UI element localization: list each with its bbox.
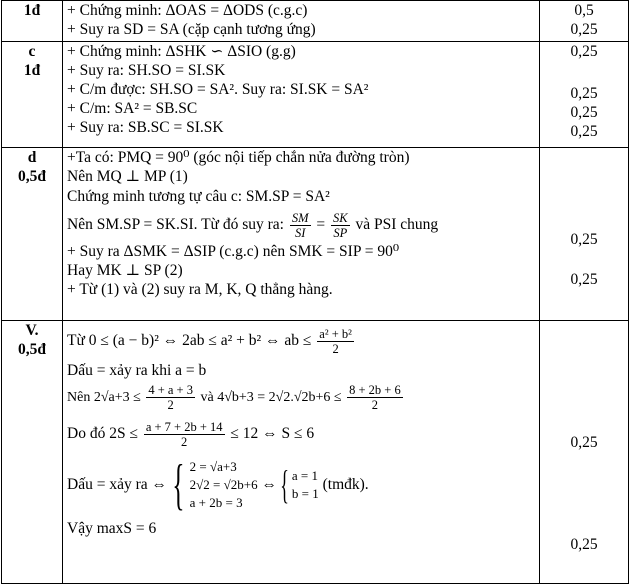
left-brace: {	[172, 454, 185, 517]
content-line: Nên MQ ⊥ MP (1)	[67, 168, 188, 185]
label-text: V.	[25, 322, 39, 339]
text: Từ 0 ≤ (a − b)² ⇔ 2ab ≤ a² + b² ⇔ ab ≤	[67, 332, 312, 349]
content-line: + Chứng minh: ΔOAS = ΔODS (c.g.c)	[67, 2, 308, 19]
content-cell	[63, 42, 540, 148]
content-line: Vậy maxS = 6	[67, 520, 157, 537]
score-cell	[540, 321, 629, 584]
numerator: SK	[333, 210, 348, 225]
equation: 2√2 = √2b+6	[189, 477, 258, 493]
content-line: + Suy ra: SB.SC = SI.SK	[67, 119, 224, 136]
content-line	[67, 380, 535, 416]
content-line: + Từ (1) và (2) suy ra M, K, Q thẳng hàng.	[67, 281, 333, 298]
denominator: SP	[333, 225, 348, 240]
score-cell	[540, 42, 629, 148]
math: 4√b+3 = 2√2.√2b+6 ≤	[217, 390, 342, 405]
score-cell	[540, 148, 629, 321]
text: và PSI chung	[355, 216, 439, 233]
content-line	[67, 416, 535, 452]
answer-table	[1, 0, 629, 584]
equation: b = 1	[291, 486, 319, 502]
numerator: SM	[291, 210, 309, 225]
text: Do đó 2S ≤	[67, 425, 138, 442]
denominator: SI	[294, 225, 306, 240]
numerator: a + 7 + 2b + 14	[145, 419, 223, 434]
denominator: 2	[181, 434, 188, 449]
equation-system	[190, 458, 258, 512]
score: 0,25	[570, 43, 598, 60]
numerator: 8 + 2b + 6	[349, 383, 401, 398]
score: 0,25	[570, 123, 598, 140]
table-row	[2, 148, 629, 321]
fraction	[331, 211, 350, 240]
fraction	[290, 211, 311, 240]
text: Nên	[67, 390, 91, 405]
table-row	[2, 42, 629, 148]
label-text: 0,5đ	[18, 341, 46, 358]
row-label	[2, 42, 63, 148]
table-row	[2, 1, 629, 42]
label-text: c	[28, 43, 36, 60]
score: 0,25	[570, 271, 598, 288]
equation: a = 1	[291, 468, 319, 484]
numerator: a² + b²	[319, 326, 352, 341]
row-label	[2, 1, 63, 42]
denominator: 2	[332, 341, 339, 356]
score: 0,25	[570, 85, 598, 102]
score-cell	[540, 1, 629, 42]
fraction	[144, 420, 225, 449]
text: Dấu = xảy ra ⇔	[67, 476, 167, 493]
score: 0,25	[570, 104, 598, 121]
text: + C/m được: SH.SO = SA²	[67, 81, 235, 98]
content-line: + Suy ra SD = SA (cặp cạnh tương ứng)	[67, 21, 316, 38]
row-label	[2, 148, 63, 321]
label-text: 1đ	[23, 62, 41, 79]
label-text: 1đ	[23, 2, 41, 19]
math: ≤	[133, 390, 141, 405]
score: 0,25	[570, 21, 598, 38]
content-line: + Suy ra ΔSMK = ΔSIP (c.g.c) nên SMK = SIP = 90⁰	[67, 243, 400, 260]
math: ⇔	[261, 476, 277, 493]
content-line: Hay MK ⊥ SP (2)	[67, 262, 183, 279]
denominator: 2	[167, 398, 174, 413]
math: ≤ 12 ⇔ S ≤ 6	[230, 425, 315, 442]
content-line: Nên SM.SP = SK.SI. Từ đó suy ra: $\frac{SM}{SI}$ = $\frac{SK}{SP}$ và PSI chung	[67, 210, 439, 240]
content-line: +Ta có: PMQ = 90⁰ (góc nội tiếp chắn nửa đường tròn)	[67, 149, 410, 166]
equation-system	[292, 467, 319, 503]
left-brace: {	[280, 462, 289, 508]
content-line: + Chứng minh: ΔSHK ∽ ΔSIO (g.g)	[67, 43, 296, 60]
content-line	[67, 452, 535, 518]
fraction	[317, 327, 354, 356]
score: 0,25	[570, 231, 598, 248]
content-cell	[63, 148, 540, 321]
score: 0,5	[574, 2, 594, 19]
content-line: + C/m được: SH.SO = SA². Suy ra: SI.SK = SA²	[67, 81, 369, 98]
denominator: 2	[371, 398, 379, 413]
row-label	[2, 321, 63, 584]
score: 0,25	[570, 536, 598, 553]
table-row	[2, 321, 629, 584]
content-line: Dấu = xảy ra khi a = b	[67, 362, 207, 379]
content-line	[67, 321, 535, 361]
text: Nên SM.SP = SK.SI. Từ đó suy ra:	[67, 216, 284, 233]
equation: 2 = √a+3	[189, 459, 237, 475]
numerator: 4 + a + 3	[148, 383, 193, 398]
label-text: d	[27, 149, 37, 166]
fraction	[146, 383, 195, 412]
content-cell	[63, 321, 540, 584]
text: Suy ra: SI.SK = SA²	[241, 81, 369, 98]
content-line: + C/m: SA² = SB.SC	[67, 100, 198, 117]
equation: a + 2b = 3	[189, 495, 243, 511]
content-line: + Suy ra: SH.SO = SI.SK	[67, 62, 226, 79]
text: và	[200, 390, 214, 405]
label-text: 0,5đ	[18, 168, 46, 185]
score: 0,25	[570, 434, 598, 451]
math: 2√a+3	[93, 390, 130, 405]
text: (tmđk).	[322, 476, 369, 493]
content-cell	[63, 1, 540, 42]
fraction	[347, 383, 403, 412]
content-line: Chứng minh tương tự câu c: SM.SP = SA²	[67, 188, 330, 205]
